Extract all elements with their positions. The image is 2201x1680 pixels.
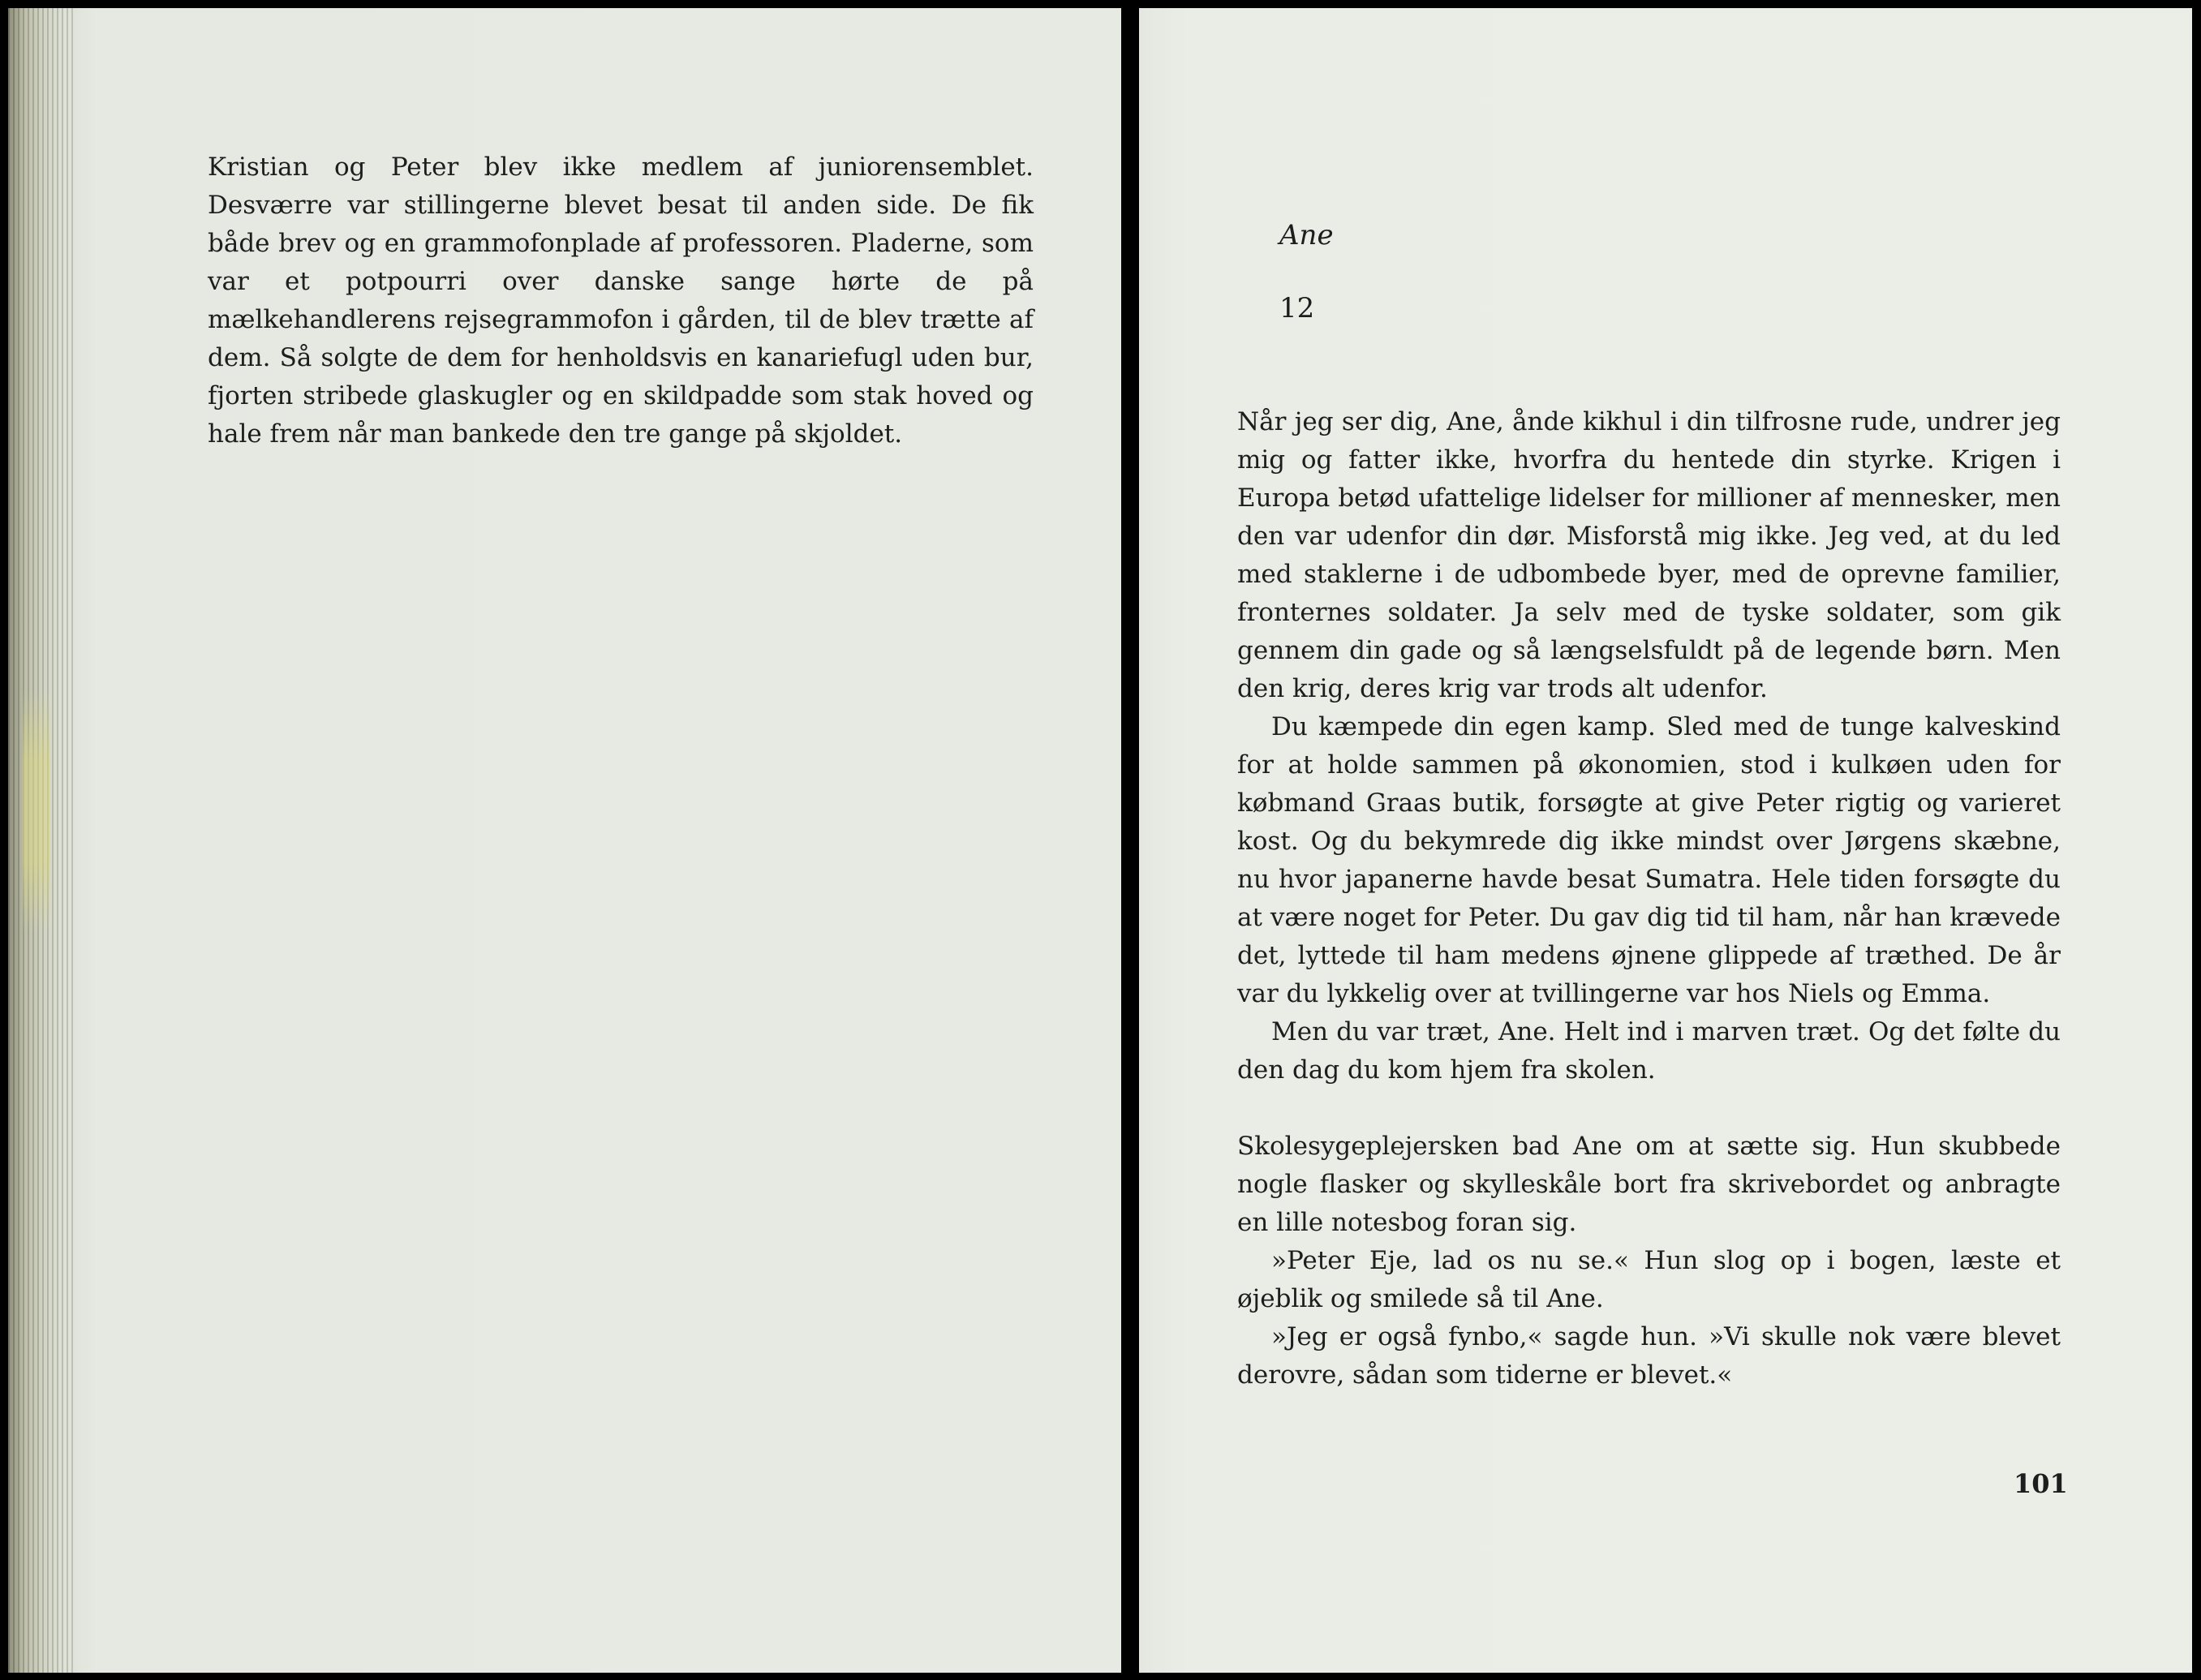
left-page-text <box>208 148 1034 453</box>
chapter-title: Ane <box>1279 219 1334 251</box>
paragraph: Kristian og Peter blev ikke medlem af juniorensemblet. Desværre var stillingerne blevet besat til anden side. De fik både brev og en grammofonplade af professoren. Pladerne, som var et potpourri over danske sange hørte de på mælkehandlerens rejsegrammofon i gården, til de blev trætte af dem. Så solgte de dem for henholdsvis en kanariefugl uden bur, fjorten stribede glaskugler og en skildpadde som stak hoved og hale frem når man bankede den tre gange på skjoldet. <box>208 153 1034 449</box>
paragraph: »Peter Eje, lad os nu se.« Hun slog op i bogen, læste et øjeblik og smilede så til Ane. <box>1237 1246 2061 1313</box>
right-page-text <box>1237 403 2061 1394</box>
chapter-number: 12 <box>1279 292 1315 324</box>
page-edge-discoloration <box>23 690 50 933</box>
paragraph: Men du var træt, Ane. Helt ind i marven træt. Og det følte du den dag du kom hjem fra skolen. <box>1237 1017 2061 1085</box>
paragraph: »Jeg er også fynbo,« sagde hun. »Vi skulle nok være blevet derovre, sådan som tiderne er blevet.« <box>1237 1322 2061 1390</box>
paragraph: Når jeg ser dig, Ane, ånde kikhul i din tilfrosne rude, undrer jeg mig og fatter ikke, hvorfra du hentede din styrke. Krigen i Europa betød ufattelige lidelser for millioner af mennesker, men den var udenfor din dør. Misforstå mig ikke. Jeg ved, at du led med staklerne i de udbombede byer, med de oprevne familier, fronternes soldater. Ja selv med de tyske soldater, som gik gennem din gade og så længselsfuldt på de legende børn. Men den krig, deres krig var trods alt udenfor. <box>1237 407 2061 703</box>
paragraph: Skolesygeplejersken bad Ane om at sætte sig. Hun skubbede nogle flasker og skylleskåle bort fra skrivebordet og anbragte en lille notesbog foran sig. <box>1237 1132 2061 1237</box>
page-number: 101 <box>2014 1468 2068 1499</box>
paragraph: Du kæmpede din egen kamp. Sled med de tunge kalveskind for at holde sammen på økonomien, stod i kulkøen uden for købmand Graas butik, forsøgte at give Peter rigtig og varieret kost. Og du bekymrede dig ikke mindst over Jørgens skæbne, nu hvor japanerne havde besat Sumatra. Hele tiden forsøgte du at være noget for Peter. Du gav dig tid til ham, når han krævede det, lyttede til ham medens øjnene glippede af træthed. De år var du lykkelig over at tvillingerne var hos Niels og Emma. <box>1237 712 2061 1008</box>
